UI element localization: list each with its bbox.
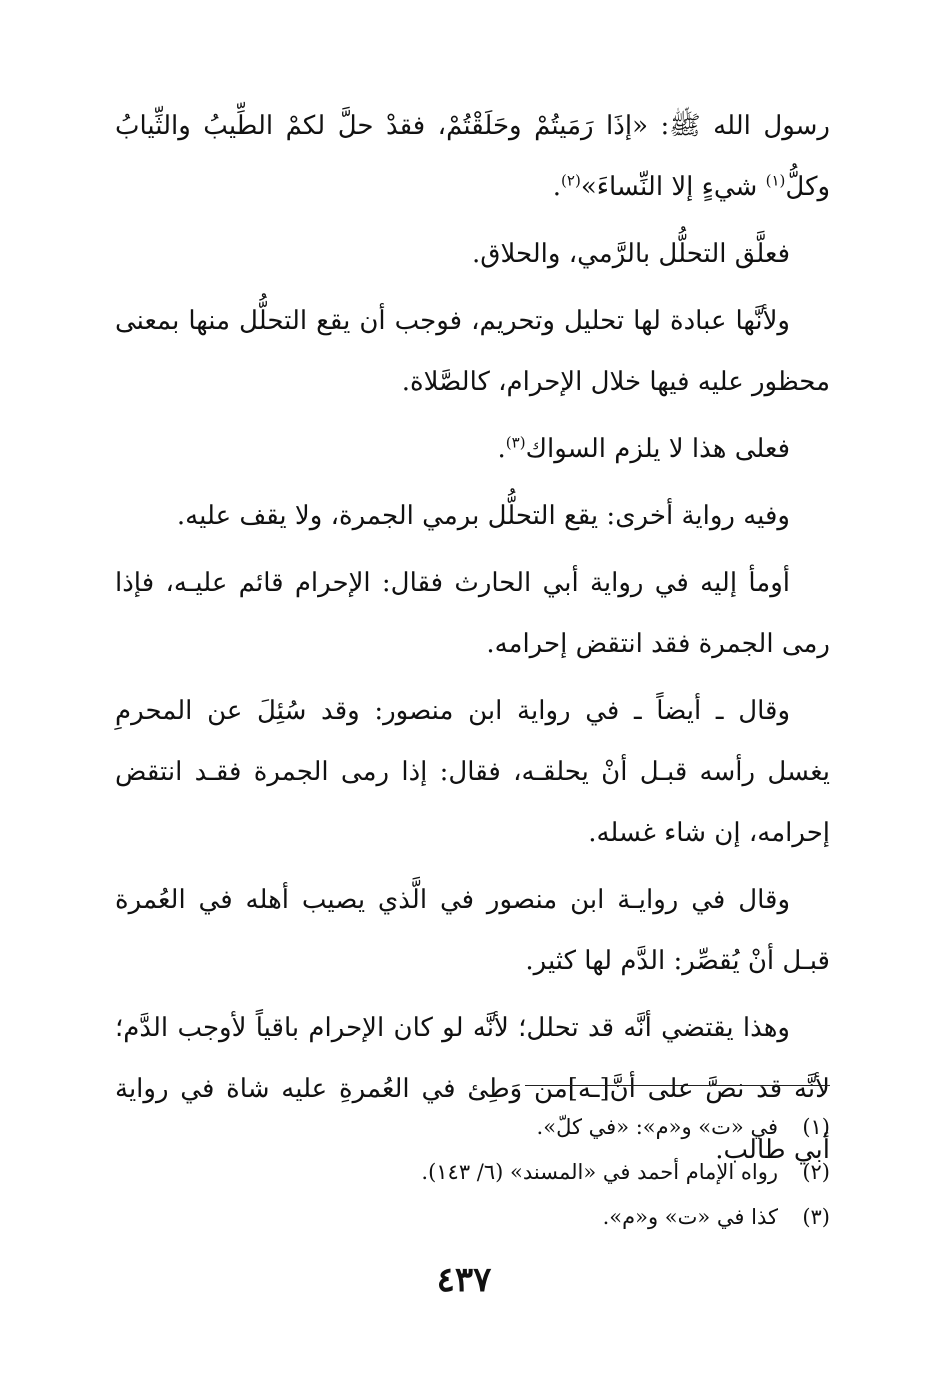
paragraph: وقال ـ أيضاً ـ في رواية ابن منصور: وقد سُئِلَ عن المحرمِ يغسل رأسه قبـل أنْ يحلقـه، فقال: إذا رمى الجمرة فقـد انتقض إحرامه، إن شاء غسله. (115, 696, 830, 848)
paragraph-text: فعلى هذا لا يلزم السواك (525, 434, 790, 464)
footnote-3 (300, 1195, 830, 1240)
footnotes (300, 1105, 830, 1240)
page-number: ٤٣٧ (436, 1260, 492, 1300)
paragraph (115, 419, 830, 480)
footnote-text: كذا في «ت» و«م». (602, 1205, 778, 1229)
footnote-1 (300, 1105, 830, 1150)
paragraph-text: شيءٍ إلا النِّساءَ» (580, 172, 766, 202)
paragraph: فعلَّق التحلُّل بالرَّمي، والحلاق. (472, 239, 790, 269)
paragraph-text: . (497, 434, 506, 464)
footnote-ref-1: (١) (765, 171, 786, 190)
footnote-text: رواه الإمام أحمد في «المسند» (٦/ ١٤٣). (421, 1160, 778, 1184)
footnote-text: في «ت» و«م»: «في كلّ». (536, 1115, 778, 1139)
paragraph: وقال في روايـة ابن منصور في الَّذي يصيب أهله في العُمرة قبـل أنْ يُقصِّر: الدَّم لها كثير. (115, 885, 830, 976)
paragraph-text: رسول الله ﷺ: «إذَا رَمَيتُمْ وحَلَقْتُمْ، فقدْ حلَّ لكمْ الطِّيبُ والثِّيابُ وكلُّ (115, 111, 830, 202)
paragraph: أومأ إليه في رواية أبي الحارث فقال: الإحرام قائم عليـه، فإذا رمى الجمرة فقد انتقض إحرامه. (115, 568, 830, 659)
footnote-number: (١) (802, 1115, 830, 1139)
paragraph-text: . (552, 172, 562, 202)
main-text (115, 96, 830, 1181)
paragraph: ولأنَّها عبادة لها تحليل وتحريم، فوجب أن يقع التحلُّل منها بمعنى محظور عليه فيها خلال الإحرام، كالصَّلاة. (115, 306, 830, 397)
paragraph: وفيه رواية أخرى: يقع التحلُّل برمي الجمرة، ولا يقف عليه. (176, 501, 790, 531)
footnote-ref-3: (٣) (505, 433, 526, 452)
paragraph: وهذا يقتضي أنَّه قد تحلل؛ لأنَّه لو كان الإحرام باقياً لأوجب الدَّم؛ لأنَّه قد نصَّ على أنَّ[ـه]من وَطِئ في العُمرةِ عليه شاة في رواية أبي طالب. (115, 1013, 830, 1165)
footnote-number: (٢) (802, 1160, 830, 1184)
footnote-2 (300, 1150, 830, 1195)
footnote-number: (٣) (802, 1205, 830, 1229)
footnote-ref-2: (٢) (561, 171, 581, 190)
paragraph-hadith (115, 96, 830, 218)
footnote-divider (525, 1085, 830, 1086)
